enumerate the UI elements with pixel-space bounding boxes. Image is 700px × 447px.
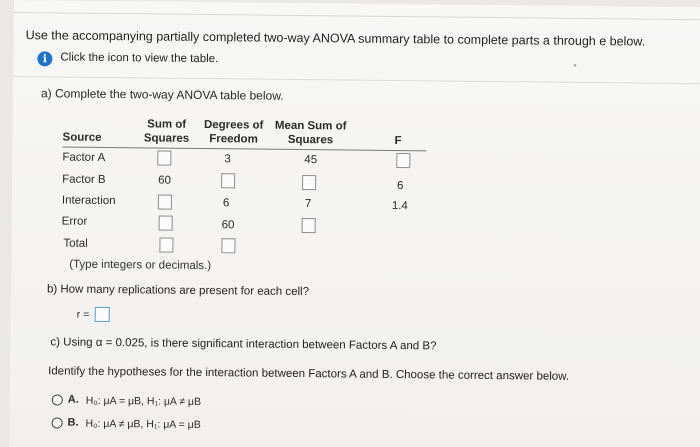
part-c-instruction: Identify the hypotheses for the interaction between Factors A and B. Choose the correct answer below. bbox=[48, 365, 570, 383]
f-factor-a-input[interactable] bbox=[396, 153, 410, 168]
row-source-total: Total bbox=[63, 237, 88, 250]
ss-factor-b: 60 bbox=[158, 174, 171, 187]
header-ms: Mean Sum of Squares bbox=[274, 119, 347, 147]
part-b-question: b) How many replications are present for each cell? bbox=[46, 283, 310, 299]
option-a-text[interactable]: H₀: μA = μB, H₁: μA ≠ μB bbox=[85, 394, 202, 408]
ms-interaction: 7 bbox=[304, 198, 312, 211]
input-type-note: (Type integers or decimals.) bbox=[69, 258, 212, 273]
view-table-link[interactable]: Click the icon to view the table. bbox=[60, 51, 219, 66]
row-source-factor-b: Factor B bbox=[62, 173, 106, 186]
df-factor-b-input[interactable] bbox=[221, 173, 235, 188]
f-interaction: 1.4 bbox=[391, 199, 408, 213]
option-a-letter[interactable]: A. bbox=[67, 393, 79, 406]
option-a-radio[interactable] bbox=[52, 394, 63, 405]
ss-error-input[interactable] bbox=[159, 216, 173, 231]
replications-input[interactable] bbox=[95, 307, 110, 322]
ms-factor-b-input[interactable] bbox=[302, 175, 316, 190]
info-icon[interactable]: i bbox=[37, 51, 52, 66]
r-label: r = bbox=[76, 308, 90, 321]
df-interaction: 6 bbox=[222, 197, 230, 210]
intro-text: Use the accompanying partially completed two-way ANOVA summary table to complete parts a through e below. bbox=[25, 28, 646, 49]
option-b-radio[interactable] bbox=[52, 417, 63, 428]
ss-factor-a-input[interactable] bbox=[157, 151, 171, 166]
question-page bbox=[9, 0, 700, 447]
header-f: F bbox=[394, 134, 402, 148]
df-total-input[interactable] bbox=[221, 238, 235, 253]
top-divider bbox=[14, 12, 700, 20]
header-ss: Sum of Squares bbox=[143, 118, 190, 145]
header-source: Source bbox=[62, 131, 102, 144]
f-factor-b: 6 bbox=[397, 180, 404, 193]
df-factor-a: 3 bbox=[224, 153, 231, 166]
ms-error-input[interactable] bbox=[302, 218, 316, 233]
option-b-letter[interactable]: B. bbox=[67, 416, 79, 429]
table-header-rule bbox=[62, 147, 426, 152]
row-source-factor-a: Factor A bbox=[62, 151, 106, 164]
part-a-title: a) Complete the two-way ANOVA table below. bbox=[40, 86, 284, 103]
row-source-interaction: Interaction bbox=[61, 194, 116, 208]
row-source-error: Error bbox=[61, 215, 88, 228]
ss-interaction-input[interactable] bbox=[158, 195, 172, 210]
dot-icon bbox=[573, 64, 576, 67]
df-error: 60 bbox=[221, 219, 235, 232]
option-b-text[interactable]: H₀: μA ≠ μB, H₁: μA = μB bbox=[85, 417, 201, 431]
section-divider bbox=[13, 76, 699, 84]
ss-total-input[interactable] bbox=[159, 238, 173, 253]
ms-factor-a: 45 bbox=[304, 154, 318, 167]
header-df: Degrees of Freedom bbox=[203, 118, 264, 146]
part-c-question: c) Using α = 0.025, is there significant interaction between Factors A and B? bbox=[50, 336, 437, 353]
